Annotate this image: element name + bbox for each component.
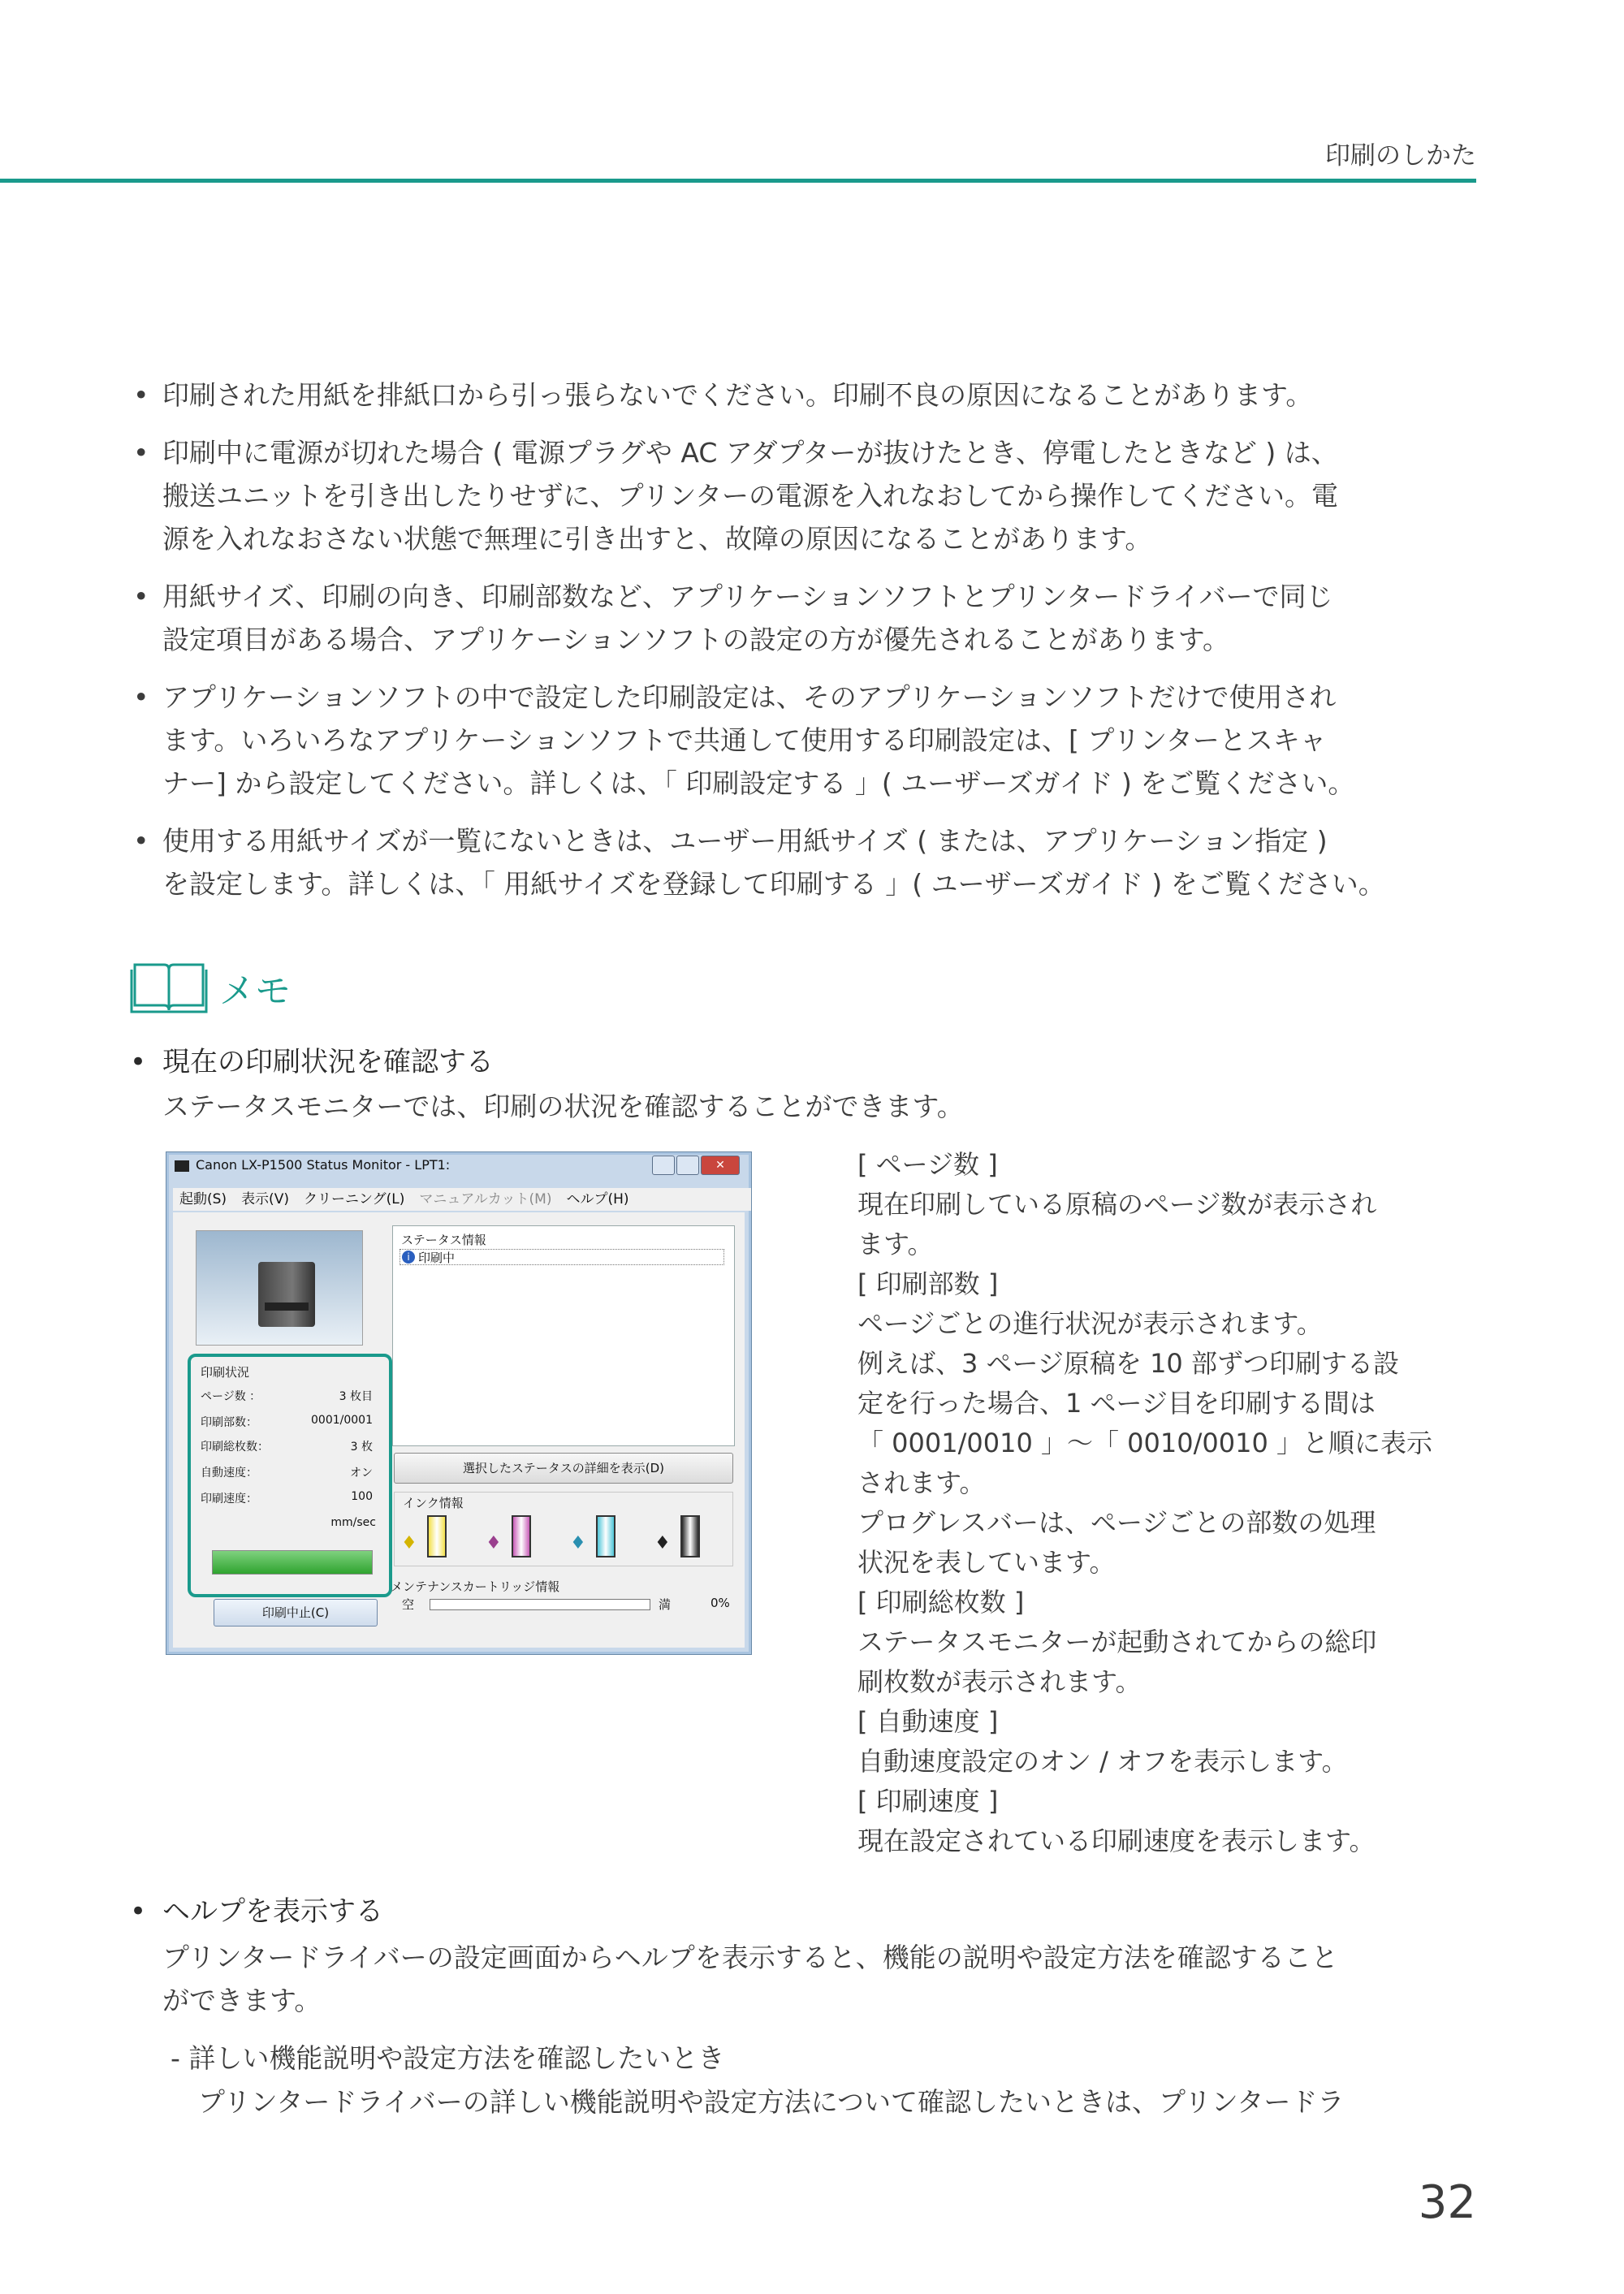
section-heading-text: 現在の印刷状況を確認する	[162, 1046, 494, 1078]
description-line: 定を行った場合、1 ページ目を印刷する間は	[857, 1388, 1376, 1419]
status-info-title: ステータス情報	[401, 1233, 486, 1247]
bullet-dot: •	[133, 379, 149, 411]
menu-manual-cut[interactable]: マニュアルカット(M)	[419, 1191, 552, 1207]
running-header: 印刷のしかた	[1325, 141, 1476, 171]
description-line: [ ページ数 ]	[857, 1149, 998, 1180]
maintenance-empty-label: 空	[402, 1597, 415, 1612]
ink-drop-icon: ♦	[570, 1533, 586, 1553]
show-details-button[interactable]: 選択したステータスの詳細を表示(D)	[394, 1453, 733, 1484]
info-icon: i	[402, 1251, 415, 1264]
minimize-button[interactable]	[652, 1156, 675, 1175]
printer-image	[196, 1230, 363, 1346]
description-line: ます。	[857, 1229, 934, 1259]
menu-view[interactable]: 表示(V)	[241, 1191, 289, 1207]
print-status-title: 印刷状況	[201, 1365, 250, 1380]
bullet-dot: •	[133, 681, 149, 713]
cancel-print-button[interactable]: 印刷中止(C)	[214, 1599, 378, 1627]
window-title: Canon LX-P1500 Status Monitor - LPT1:	[196, 1157, 451, 1173]
menu-bar	[173, 1188, 751, 1211]
description-line: ステータスモニターが起動されてからの総印	[857, 1627, 1377, 1657]
bullet-dot: •	[133, 437, 149, 469]
auto-speed-row	[201, 1464, 381, 1480]
row-value: 0001/0001	[311, 1414, 373, 1427]
list-item-text: 用紙サイズ、印刷の向き、印刷部数など、アプリケーションソフトとプリンタードライバーで同じ	[162, 581, 1333, 612]
help-body-line: プリンタードライバーの設定画面からヘルプを表示すると、機能の説明や設定方法を確認すること	[162, 1942, 1338, 1973]
copies-row	[201, 1414, 381, 1430]
close-button[interactable]: ✕	[701, 1156, 740, 1175]
ink-info-title: インク情報	[403, 1496, 464, 1510]
list-item-text: 搬送ユニットを引き出したりせずに、プリンターの電源を入れなおしてから操作してください。電	[162, 480, 1339, 512]
progress-bar	[212, 1550, 373, 1575]
row-label: ページ数 ：	[201, 1390, 261, 1403]
description-line: 刷枚数が表示されます。	[857, 1666, 1142, 1697]
progress-fill	[213, 1551, 372, 1574]
status-info-box	[392, 1225, 735, 1446]
print-status-group	[188, 1354, 392, 1597]
ink-cartridge	[680, 1515, 700, 1557]
row-value: 3 枚	[350, 1441, 373, 1454]
menu-start[interactable]: 起動(S)	[179, 1191, 227, 1207]
maintenance-bar	[430, 1599, 650, 1610]
field-descriptions	[857, 1145, 1475, 1861]
description-line: [ 印刷速度 ]	[857, 1786, 999, 1817]
section-heading	[130, 1039, 494, 1079]
speed-unit: mm/sec	[330, 1516, 376, 1529]
maintenance-full-label: 満	[659, 1597, 672, 1612]
description-line: 「 0001/0010 」～「 0010/0010 」と順に表示	[857, 1428, 1433, 1458]
list-item	[130, 819, 1478, 905]
list-item-text: を設定します。詳しくは、「 用紙サイズを登録して印刷する 」( ユーザーズガイド ) をご覧ください。	[162, 868, 1385, 900]
page-count-row	[201, 1388, 381, 1404]
header-rule	[0, 179, 1476, 183]
description-line: 例えば、3 ページ原稿を 10 部ずつ印刷する設	[857, 1348, 1399, 1379]
row-value: 100	[351, 1490, 373, 1503]
ink-drop-icon: ♦	[401, 1533, 417, 1553]
row-value: オン	[350, 1467, 373, 1480]
section-heading-text: ヘルプを表示する	[162, 1895, 383, 1928]
bullet-dot: •	[133, 825, 149, 857]
description-line: 状況を表しています。	[857, 1547, 1116, 1578]
book-icon	[130, 958, 208, 1018]
list-item-text: 設定項目がある場合、アプリケーションソフトの設定の方が優先されることがあります。	[162, 624, 1230, 655]
list-item-text: アプリケーションソフトの中で設定した印刷設定は、そのアプリケーションソフトだけで使用され	[162, 681, 1337, 713]
status-item-text: 印刷中	[418, 1251, 456, 1265]
total-sheets-row	[201, 1438, 381, 1454]
row-label: 自動速度：	[201, 1467, 257, 1480]
description-line: ページごとの進行状況が表示されます。	[857, 1308, 1323, 1339]
help-sub-heading: - 詳しい機能説明や設定方法を確認したいとき	[171, 2042, 725, 2074]
window-controls	[652, 1156, 740, 1175]
description-line: プログレスバーは、ページごとの部数の処理	[857, 1507, 1376, 1538]
status-list-item[interactable]	[400, 1249, 724, 1265]
menu-cleaning[interactable]: クリーニング(L)	[303, 1191, 405, 1207]
row-value: 3 枚目	[339, 1390, 373, 1403]
section-heading	[130, 1889, 383, 1929]
app-icon	[175, 1160, 189, 1172]
list-item-text: 印刷中に電源が切れた場合 ( 電源プラグや AC アダプターが抜けたとき、停電したときなど ) は、	[162, 437, 1338, 469]
list-item-text: 使用する用紙サイズが一覧にないときは、ユーザー用紙サイズ ( または、アプリケーション指定 )	[162, 825, 1328, 857]
memo-label: メモ	[219, 970, 291, 1012]
status-monitor-window	[166, 1151, 752, 1655]
section-body: ステータスモニターでは、印刷の状況を確認することができます。	[162, 1091, 964, 1122]
description-line: [ 自動速度 ]	[857, 1706, 999, 1737]
ink-cartridge	[427, 1515, 447, 1557]
list-item	[130, 431, 1478, 560]
bullet-dot: •	[133, 581, 149, 612]
list-item	[130, 676, 1478, 805]
description-line: [ 印刷総枚数 ]	[857, 1587, 1025, 1618]
page-number: 32	[1418, 2176, 1476, 2229]
ink-drop-icon: ♦	[486, 1533, 502, 1553]
ink-black	[648, 1510, 729, 1559]
ink-cyan	[564, 1510, 645, 1559]
bullet-dot: •	[130, 1046, 147, 1078]
printer-illustration	[258, 1262, 315, 1327]
list-item	[130, 374, 1478, 417]
row-label: 印刷総枚数：	[201, 1441, 269, 1454]
description-line: 自動速度設定のオン / オフを表示します。	[857, 1746, 1348, 1777]
print-speed-row	[201, 1490, 381, 1506]
description-line: 現在設定されている印刷速度を表示します。	[857, 1825, 1376, 1856]
ink-cartridge	[512, 1515, 531, 1557]
bullet-dot: •	[130, 1895, 147, 1928]
window-client-area	[173, 1212, 745, 1648]
maximize-button[interactable]	[676, 1156, 699, 1175]
list-item-text: ナー] から設定してください。詳しくは、「 印刷設定する 」( ユーザーズガイド ) をご覧ください。	[162, 767, 1355, 799]
maintenance-title: メンテナンスカートリッジ情報	[391, 1579, 560, 1594]
ink-yellow	[395, 1510, 476, 1559]
list-item-text: 印刷された用紙を排紙口から引っ張らないでください。印刷不良の原因になることがあります。	[162, 379, 1313, 411]
ink-info-group	[394, 1492, 733, 1566]
description-line: されます。	[857, 1467, 986, 1498]
description-line: 現在印刷している原稿のページ数が表示され	[857, 1189, 1377, 1220]
ink-cartridge	[596, 1515, 615, 1557]
list-item-text: ます。いろいろなアプリケーションソフトで共通して使用する印刷設定は、[ プリンターとスキャ	[162, 724, 1327, 756]
list-item	[130, 575, 1478, 661]
help-body-line: ができます。	[162, 1985, 322, 2016]
menu-help[interactable]: ヘルプ(H)	[566, 1191, 629, 1207]
maintenance-row	[402, 1596, 743, 1613]
description-line: [ 印刷部数 ]	[857, 1268, 999, 1299]
help-sub-body: プリンタードライバーの詳しい機能説明や設定方法について確認したいときは、プリンタードラ	[198, 2086, 1345, 2118]
caution-list	[130, 374, 1478, 920]
list-item-text: 源を入れなおさない状態で無理に引き出すと、故障の原因になることがあります。	[162, 523, 1152, 555]
row-label: 印刷速度：	[201, 1493, 257, 1506]
ink-drop-icon: ♦	[654, 1533, 671, 1553]
ink-magenta	[479, 1510, 560, 1559]
help-body	[162, 1936, 1338, 2022]
maintenance-percent: 0%	[710, 1596, 730, 1610]
row-label: 印刷部数：	[201, 1416, 257, 1429]
